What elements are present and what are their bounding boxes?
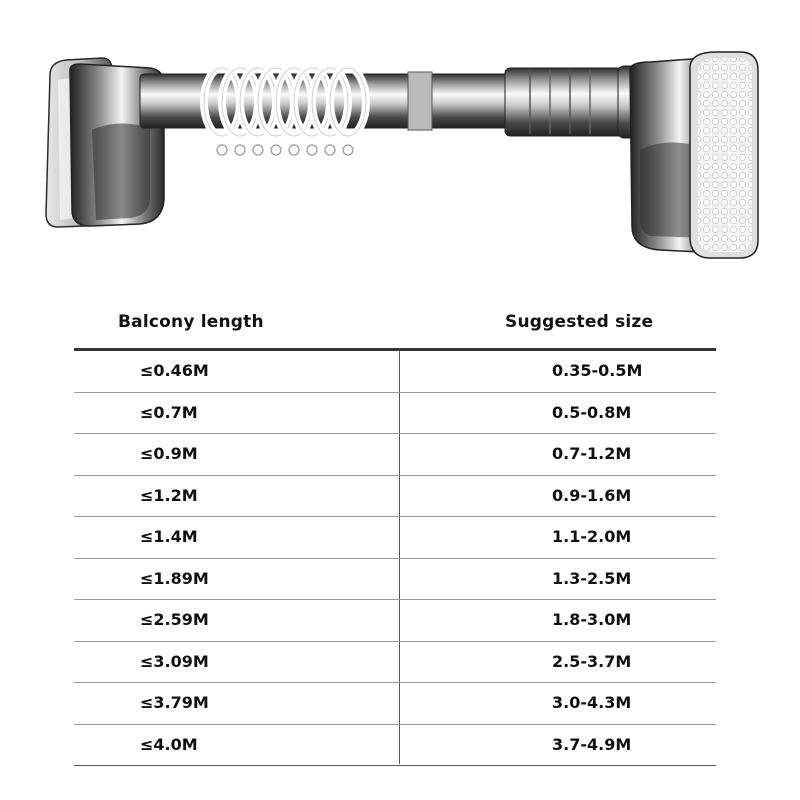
balcony-length-cell: ≤0.46M: [140, 361, 209, 380]
balcony-length-cell: ≤0.9M: [140, 444, 198, 463]
size-guide-table: [74, 300, 716, 766]
suggested-size-cell: 0.9-1.6M: [552, 485, 632, 505]
suggested-size-cell: 3.0-4.3M: [552, 693, 632, 712]
right-end-cap: [630, 52, 758, 258]
table-row: [74, 600, 716, 642]
suggested-size-cell: 0.7-1.2M: [552, 444, 632, 463]
table-row: [74, 725, 716, 767]
header-suggested-size: Suggested size: [505, 312, 654, 332]
suggested-size-cell: 0.5-0.8M: [552, 402, 632, 422]
suggested-size-cell: 2.5-3.7M: [552, 651, 632, 671]
table-row: [74, 351, 716, 393]
balcony-length-cell: ≤1.2M: [140, 485, 198, 505]
telescopic-curtain-rod-icon: [0, 0, 800, 280]
balcony-length-cell: ≤0.7M: [140, 402, 198, 422]
suggested-size-cell: 0.35-0.5M: [552, 361, 643, 380]
table-row: [74, 683, 716, 725]
suggested-size-cell: 1.1-2.0M: [552, 527, 632, 546]
table-row: [74, 476, 716, 518]
table-header: [74, 300, 716, 351]
balcony-length-cell: ≤4.0M: [140, 734, 198, 754]
table-body: [74, 351, 716, 766]
header-balcony-length: Balcony length: [118, 312, 264, 332]
suggested-size-cell: 1.8-3.0M: [552, 610, 632, 629]
balcony-length-cell: ≤2.59M: [140, 610, 209, 629]
balcony-length-cell: ≤3.79M: [140, 693, 209, 712]
table-row: [74, 642, 716, 684]
collar-ring: [408, 72, 432, 130]
balcony-length-cell: ≤1.89M: [140, 568, 209, 588]
suggested-size-cell: 3.7-4.9M: [552, 734, 632, 754]
table-row: [74, 393, 716, 435]
suggested-size-cell: 1.3-2.5M: [552, 568, 632, 588]
balcony-length-cell: ≤1.4M: [140, 527, 198, 546]
table-row: [74, 434, 716, 476]
table-row: [74, 517, 716, 559]
balcony-length-cell: ≤3.09M: [140, 651, 209, 671]
table-row: [74, 559, 716, 601]
